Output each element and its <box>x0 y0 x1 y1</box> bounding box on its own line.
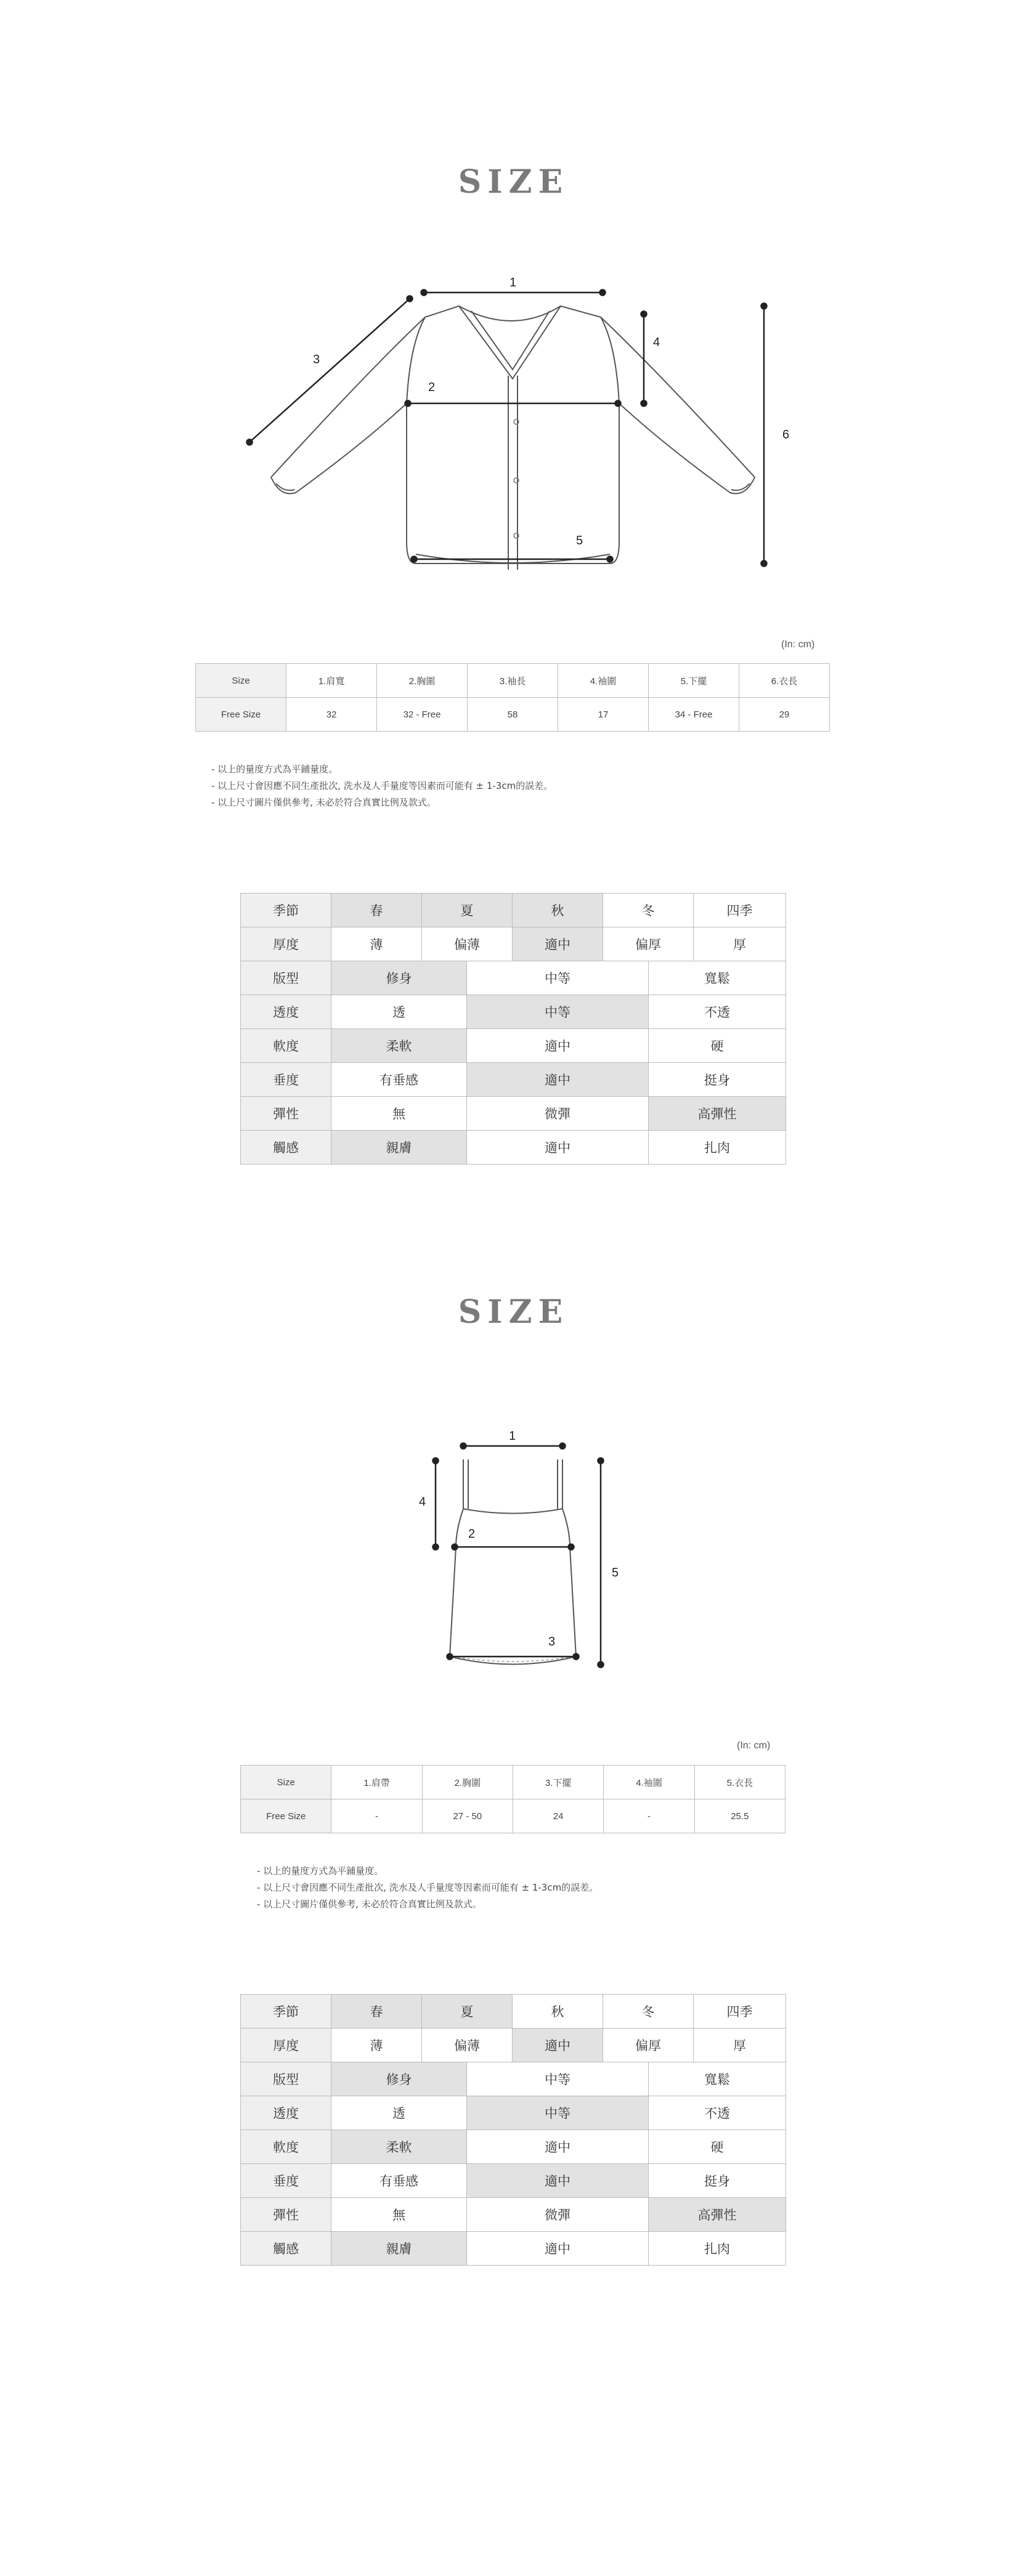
thickness-row <box>241 2029 786 2062</box>
attribute-label: 季節 <box>241 1995 331 2029</box>
attribute-option: 冬 <box>603 1995 694 2029</box>
attribute-label: 透度 <box>241 2096 331 2130</box>
measure-label-4: 4 <box>653 336 660 349</box>
attribute-option: 適中 <box>513 927 603 961</box>
attribute-option: 柔軟 <box>331 2130 467 2164</box>
attribute-option: 高彈性 <box>649 1097 786 1131</box>
header-cell: 6.衣長 <box>739 664 830 698</box>
unit-label: (In: cm) <box>781 639 815 650</box>
attribute-option: 不透 <box>649 2096 786 2130</box>
attribute-option: 無 <box>331 1097 467 1131</box>
attribute-option: 四季 <box>694 1995 786 2029</box>
attribute-option: 薄 <box>331 2029 422 2062</box>
attribute-option: 修身 <box>331 961 467 995</box>
header-cell: Size <box>196 664 286 698</box>
attribute-option: 偏厚 <box>603 927 694 961</box>
attribute-option: 中等 <box>467 961 649 995</box>
attribute-option: 適中 <box>467 2130 649 2164</box>
attribute-option: 透 <box>331 995 467 1029</box>
attribute-label: 彈性 <box>241 1097 331 1131</box>
table-row <box>241 1799 785 1833</box>
header-cell: 5.衣長 <box>694 1766 785 1799</box>
attribute-option: 透 <box>331 2096 467 2130</box>
header-cell: 4.袖圍 <box>604 1766 694 1799</box>
attribute-option: 適中 <box>513 2029 603 2062</box>
size-title: SIZE <box>458 163 569 201</box>
header-cell: Size <box>241 1766 331 1799</box>
attribute-option: 寬鬆 <box>649 2062 786 2096</box>
measure-label-5: 5 <box>612 1566 619 1580</box>
header-cell: 1.肩寬 <box>286 664 377 698</box>
softness-row <box>241 2130 786 2164</box>
attribute-option: 偏厚 <box>603 2029 694 2062</box>
attribute-label: 垂度 <box>241 2164 331 2198</box>
attribute-option: 修身 <box>331 2062 467 2096</box>
measure-label-4: 4 <box>419 1495 426 1509</box>
value-cell: - <box>604 1799 694 1833</box>
note-line: - 以上尺寸圖片僅供參考, 未必於符合真實比例及款式。 <box>211 797 436 808</box>
attribute-label: 垂度 <box>241 1063 331 1097</box>
attribute-option: 扎肉 <box>649 2232 786 2266</box>
attribute-option: 挺身 <box>649 2164 786 2198</box>
attribute-option: 春 <box>331 1995 422 2029</box>
header-cell: 2.胸圍 <box>377 664 468 698</box>
measure-label-2: 2 <box>468 1527 476 1541</box>
attribute-option: 中等 <box>467 2062 649 2096</box>
measurement-table <box>240 1765 785 1833</box>
attribute-option: 親膚 <box>331 2232 467 2266</box>
attribute-option: 親膚 <box>331 1131 467 1165</box>
measurement-notes <box>257 1863 598 1913</box>
row-label-cell: Free Size <box>241 1799 331 1833</box>
header-cell: 1.肩帶 <box>331 1766 422 1799</box>
note-line: - 以上尺寸圖片僅供參考, 未必於符合真實比例及款式。 <box>257 1899 482 1910</box>
attribute-option: 適中 <box>467 1063 649 1097</box>
attribute-option: 寬鬆 <box>649 961 786 995</box>
attribute-option: 適中 <box>467 2232 649 2266</box>
value-cell: 58 <box>468 698 558 732</box>
attribute-label: 版型 <box>241 2062 331 2096</box>
measure-label-6: 6 <box>782 428 790 442</box>
header-cell: 2.胸圍 <box>422 1766 513 1799</box>
attribute-label: 軟度 <box>241 1029 331 1063</box>
season-row <box>241 1995 786 2029</box>
attribute-option: 挺身 <box>649 1063 786 1097</box>
header-cell: 3.下擺 <box>513 1766 603 1799</box>
attribute-option: 秋 <box>513 1995 603 2029</box>
measure-label-1: 1 <box>509 276 517 289</box>
attribute-label: 觸感 <box>241 2232 331 2266</box>
attribute-label: 彈性 <box>241 2198 331 2232</box>
value-cell: 17 <box>558 698 649 732</box>
attribute-option: 適中 <box>467 1029 649 1063</box>
attribute-option: 偏薄 <box>422 927 513 961</box>
attribute-label: 季節 <box>241 894 331 927</box>
attribute-option: 扎肉 <box>649 1131 786 1165</box>
attribute-option: 偏薄 <box>422 2029 513 2062</box>
value-cell: 32 - Free <box>377 698 468 732</box>
header-cell: 3.袖長 <box>468 664 558 698</box>
attribute-option: 夏 <box>422 1995 513 2029</box>
note-line: - 以上尺寸會因應不同生產批次, 洗水及人手量度等因素而可能有 ± 1-3cm的誤差。 <box>211 780 553 791</box>
attribute-option: 中等 <box>467 995 649 1029</box>
attribute-option: 有垂感 <box>331 1063 467 1097</box>
attribute-option: 中等 <box>467 2096 649 2130</box>
unit-label: (In: cm) <box>737 1740 771 1751</box>
value-cell: 32 <box>286 698 377 732</box>
attribute-option: 高彈性 <box>649 2198 786 2232</box>
row-label-cell: Free Size <box>196 698 286 732</box>
attribute-option: 厚 <box>694 2029 786 2062</box>
attribute-option: 冬 <box>603 894 694 927</box>
transparency-row <box>241 2096 786 2130</box>
measure-label-3: 3 <box>313 353 320 366</box>
measure-label-3: 3 <box>548 1635 556 1649</box>
attribute-option: 適中 <box>467 2164 649 2198</box>
attribute-option: 厚 <box>694 927 786 961</box>
attribute-option: 硬 <box>649 2130 786 2164</box>
attribute-option: 無 <box>331 2198 467 2232</box>
value-cell: - <box>331 1799 422 1833</box>
measure-label-5: 5 <box>576 534 583 547</box>
touch-row <box>241 2232 786 2266</box>
attribute-option: 微彈 <box>467 1097 649 1131</box>
attribute-option: 適中 <box>467 1131 649 1165</box>
attribute-option: 不透 <box>649 995 786 1029</box>
attribute-option: 微彈 <box>467 2198 649 2232</box>
note-line: - 以上尺寸會因應不同生產批次, 洗水及人手量度等因素而可能有 ± 1-3cm的誤差。 <box>257 1882 599 1893</box>
attribute-label: 軟度 <box>241 2130 331 2164</box>
fabric-attribute-table <box>240 1994 786 2266</box>
attribute-label: 觸感 <box>241 1131 331 1165</box>
header-cell: 5.下擺 <box>649 664 739 698</box>
value-cell: 34 - Free <box>649 698 739 732</box>
elasticity-row <box>241 2198 786 2232</box>
attribute-option: 有垂感 <box>331 2164 467 2198</box>
note-line: - 以上的量度方式為平鋪量度。 <box>211 764 338 775</box>
attribute-option: 柔軟 <box>331 1029 467 1063</box>
attribute-option: 夏 <box>422 894 513 927</box>
attribute-label: 透度 <box>241 995 331 1029</box>
attribute-label: 厚度 <box>241 927 331 961</box>
attribute-option: 春 <box>331 894 422 927</box>
table-header-row <box>241 1766 785 1799</box>
attribute-label: 厚度 <box>241 2029 331 2062</box>
value-cell: 25.5 <box>694 1799 785 1833</box>
fit-row <box>241 2062 786 2096</box>
measure-label-1: 1 <box>509 1429 516 1443</box>
attribute-option: 四季 <box>694 894 786 927</box>
attribute-label: 版型 <box>241 961 331 995</box>
value-cell: 29 <box>739 698 830 732</box>
value-cell: 27 - 50 <box>422 1799 513 1833</box>
attribute-option: 硬 <box>649 1029 786 1063</box>
attribute-option: 薄 <box>331 927 422 961</box>
header-cell: 4.袖圍 <box>558 664 649 698</box>
drape-row <box>241 2164 786 2198</box>
note-line: - 以上的量度方式為平鋪量度。 <box>257 1865 384 1876</box>
value-cell: 24 <box>513 1799 603 1833</box>
attribute-option: 秋 <box>513 894 603 927</box>
measure-label-2: 2 <box>428 381 436 394</box>
size-title: SIZE <box>458 1293 569 1331</box>
